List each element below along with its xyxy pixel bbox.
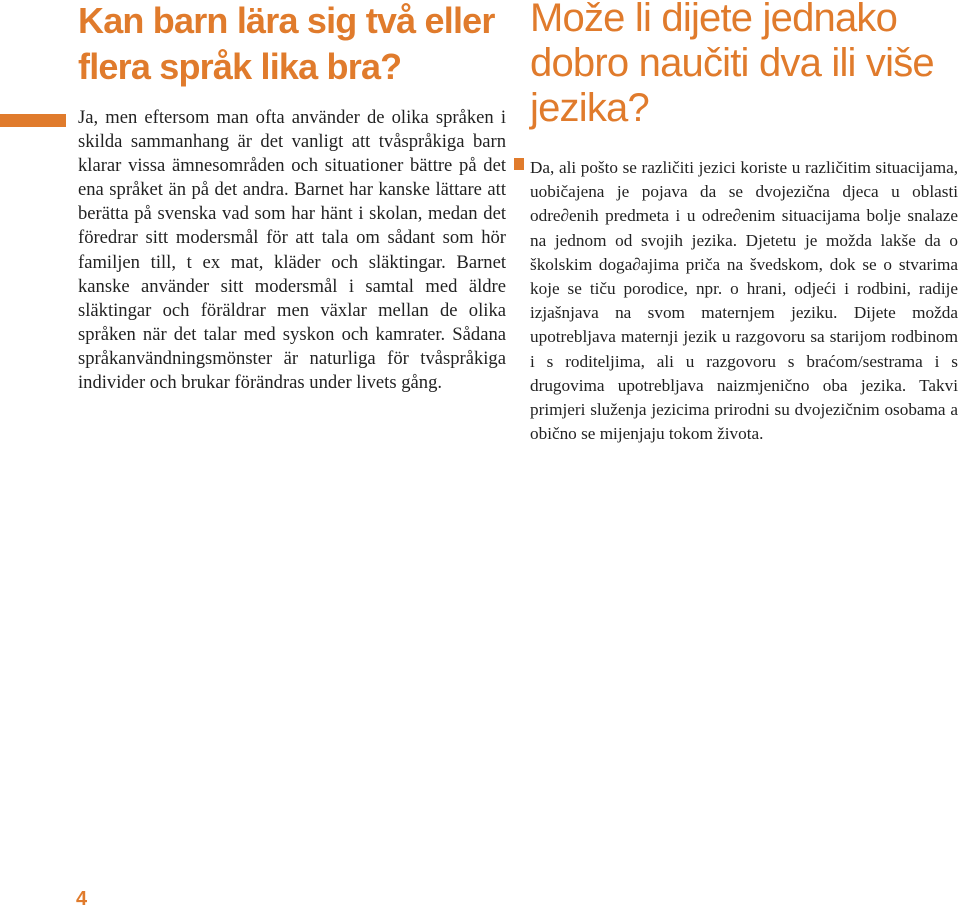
- swedish-body-text: Ja, men eftersom man ofta använder de olika språken i skilda sammanhang är det vanligt att tvåspråkiga barn klarar vissa ämnesområden och situationer bättre på det ena språket än på det andra. Barnet har kanske lättare att berätta på svenska vad som har hänt i skolan, medan det föredrar sitt modersmål för att tala om sådant som hör familjen till, t ex mat, kläder och släktingar. Barnet kanske använder sitt modersmål i samtal med äldre släktingar och föräldrar men växlar mellan de olika språken när det talar med syskon och kamrater. Sådana språkanvändningsmönster är naturliga för tvåspråkiga individer och brukar förändras under livets gång.: [78, 107, 506, 394]
- swedish-heading: Kan barn lära sig två eller flera språk lika bra?: [78, 0, 495, 87]
- page-number: 4: [76, 888, 88, 910]
- croatian-heading: Može li dijete jednako dobro naučiti dva ili više jezika?: [530, 0, 934, 130]
- accent-bar-right: [514, 158, 524, 170]
- croatian-body-text: Da, ali pošto se različiti jezici koriste u različitim situacijama, uobičajena je pojava da se dvojezična djeca u oblasti odre∂enih predmeta i u odre∂enim situacijama bolje snalaze na jednom od svojih jezika. Djetetu je možda lakše da o školskim doga∂ajima priča na švedskom, dok se o stvarima koje se tiču porodice, npr. o hrani, odjeći i rodbini, radije izjašnjava na svom maternjem jeziku. Dijete možda upotrebljava maternji jezik u razgovoru sa starijom rodbinom i s roditeljima, ali u razgovoru s braćom/sestrama i s drugovima upotrebljava naizmjenično oba jezika. Takvi primjeri služenja jezicima prirodni su dvojezičnim osobama a obično se mijenjaju tokom života.: [530, 158, 958, 444]
- accent-bar-left: [0, 114, 66, 127]
